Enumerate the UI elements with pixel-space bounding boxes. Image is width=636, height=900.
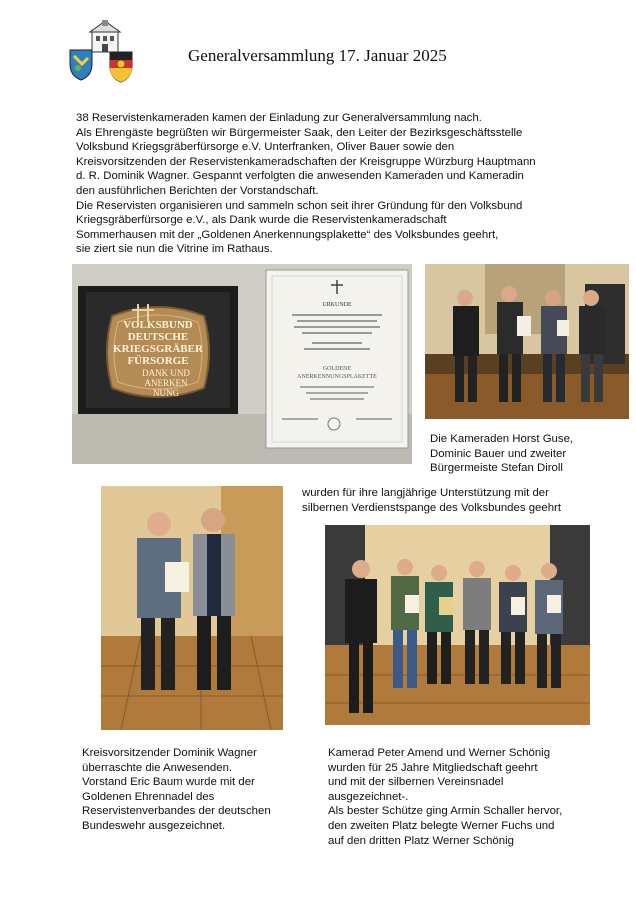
caption-line: silbernen Verdienstspange des Volksbundes geehrt (302, 501, 562, 514)
caption-line: Reservistenverbandes der deutschen (82, 805, 271, 818)
plaque-certificate-photo (72, 264, 412, 464)
caption-verdienstspange (302, 486, 561, 515)
plaque-text: KRIEGSGRÄBER (113, 343, 203, 355)
certificate-heading: URKUNDE (322, 302, 352, 308)
plaque-text: VOLKSBUND (123, 319, 193, 331)
caption-line: Kreisvorsitzender Dominik Wagner (82, 747, 257, 759)
intro-line: Als Ehrengäste begrüßten wir Bürgermeister Saak, den Leiter der Bezirksgeschäftsstelle (76, 126, 523, 139)
intro-line: sie ziert sie nun die Vitrine im Rathaus. (76, 243, 273, 256)
caption-line: Dominic Bauer und zweiter (430, 447, 567, 460)
intro-paragraph (76, 111, 596, 257)
plaque-text: DEUTSCHE (127, 331, 189, 343)
caption-line: Bundeswehr ausgezeichnet. (82, 819, 226, 832)
caption-vereinsnadel (328, 746, 562, 848)
caption-line: Die Kameraden Horst Guse, (430, 433, 574, 445)
caption-line: Vorstand Eric Baum wurde mit der (82, 776, 255, 789)
intro-line: Volksbund Kriegsgräberfürsorge e.V. Unterfranken, Oliver Bauer sowie den (76, 141, 455, 154)
intro-line: d. R. Dominik Wagner. Gespannt verfolgten die anwesenden Kameraden und Kameradin (76, 170, 524, 183)
plaque-text: FÜRSORGE (127, 355, 189, 367)
caption-ehrennadel (82, 746, 271, 834)
caption-line: und mit der silbernen Vereinsnadel (328, 776, 504, 789)
page-title: Generalversammlung 17. Januar 2025 (188, 46, 447, 65)
intro-line: Sommerhausen mit der „Goldenen Anerkennungsplakette“ des Volksbundes geehrt, (76, 228, 499, 241)
caption-line: ausgezeichnet-. (328, 790, 409, 803)
certificate-award: GOLDENE (322, 366, 352, 372)
intro-line: den ausführlichen Berichten der Vorstandschaft. (76, 184, 319, 197)
certificate-award: ANERKENNUNGSPLAKETTE (297, 374, 377, 380)
intro-line: Kreisvorsitzenden der Reservistenkameradschaften der Kreisgruppe Würzburg Hauptmann (76, 155, 536, 168)
honorees-group-photo (425, 264, 629, 419)
intro-line: Kriegsgräberfürsorge e.V., als Dank wurde die Reservistenkameradschaft (76, 214, 447, 227)
caption-line: Kamerad Peter Amend und Werner Schönig (328, 747, 551, 759)
plaque-text: DANK UND (142, 368, 190, 378)
caption-line: auf den dritten Platz Werner Schönig (328, 834, 514, 847)
intro-line: 38 Reservistenkameraden kamen der Einladung zur Generalversammlung nach. (76, 112, 482, 124)
caption-line: wurden für ihre langjährige Unterstützung mit der (302, 487, 549, 499)
vereinsnadel-group-photo (325, 525, 590, 725)
caption-honorees (430, 432, 573, 476)
caption-line: überraschte die Anwesenden. (82, 761, 233, 774)
caption-line: Goldenen Ehrennadel des (82, 790, 215, 803)
caption-line: den zweiten Platz belegte Werner Fuchs und (328, 819, 555, 832)
plaque-text: NUNG (153, 388, 179, 398)
caption-line: Bürgermeiste Stefan Diroll (430, 462, 563, 475)
ehrennadel-photo (101, 486, 283, 730)
plaque-text: ANERKEN (144, 378, 188, 388)
coat-of-arms-logo-icon (66, 20, 142, 84)
caption-line: wurden für 25 Jahre Mitgliedschaft geehrt (328, 761, 538, 774)
caption-line: Als bester Schütze ging Armin Schaller hervor, (328, 805, 563, 818)
intro-line: Die Reservisten organisieren und sammeln schon seit ihrer Gründung für den Volksbund (76, 199, 523, 212)
